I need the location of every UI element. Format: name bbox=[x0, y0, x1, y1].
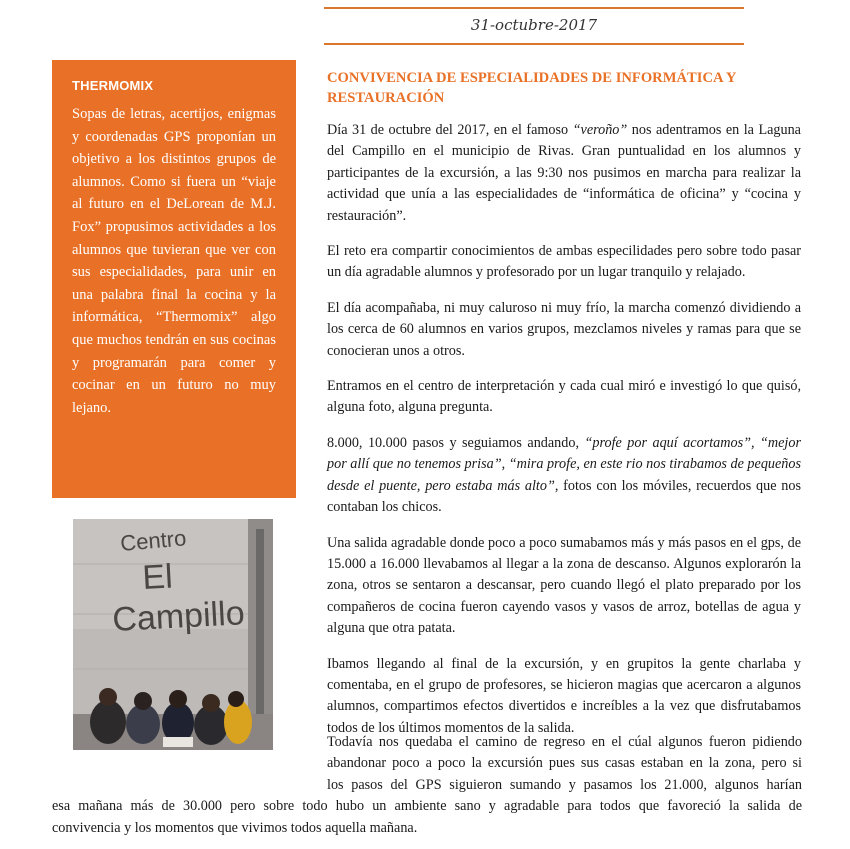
sign-text-campillo: Campillo bbox=[111, 594, 246, 639]
paragraph-8-line: Todavía nos quedaba el camino de regreso en el cúal algunos fueron pidiendo bbox=[327, 734, 802, 750]
sign-text-el: El bbox=[141, 557, 174, 597]
paragraph-1 bbox=[327, 120, 801, 227]
paragraph-3: El día acompañaba, ni muy caluroso ni muy frío, la marcha comenzó dividiendo a los cerca de 60 alumnos en varios grupos, mezclamos niveles y ramas para que se conocieran unos a otros. bbox=[327, 299, 801, 359]
paragraph-8-line: abandonar poco a poco la excursión pues sus casas estaban en la zona, pero si bbox=[327, 755, 802, 772]
paragraph-1-text-c: nos adentramos en la Laguna del Campillo en el municipio de Rivas. Gran puntualidad en los alumnos y participantes de la excursión, a las 9:30 nos pusimos en marcha para realizar la actividad que unía a las especialidades de “informática de oficina” y “cocina y restauración”. bbox=[327, 122, 801, 224]
paragraph-8 bbox=[52, 732, 802, 839]
paragraph-5-quote-1: “profe por aquí acortamos”, “mejor por allí que no tenemos prisa” bbox=[327, 434, 801, 473]
paragraph-7: Ibamos llegando al final de la excursión, y en grupitos la gente charlaba y comentaba, en el grupo de profesores, se hicieron magias que acercaron a algunos alumnos, compartimos efectos divertidos e increíbles a la vez que disfrutabamos todos de los últimos momentos de la salida. bbox=[327, 655, 801, 736]
paragraph-8-line: los pasos del GPS siguieron sumando y pasamos los 21.000, algunos harían bbox=[327, 776, 802, 793]
sidebar-title: THERMOMIX bbox=[72, 78, 154, 93]
paragraph-5 bbox=[327, 433, 801, 519]
paragraph-4: Entramos en el centro de interpretación y cada cual miró e investigó lo que quisó, alguna foto, alguna pregunta. bbox=[327, 378, 801, 416]
paragraph-8-line: convivencia y los momentos que vivimos todos aquella mañana. bbox=[52, 819, 418, 836]
paragraph-8-line: esa mañana más de 30.000 pero sobre todo hubo un ambiente sano y agradable para todos que favoreció la salida de bbox=[52, 798, 802, 815]
article-body bbox=[327, 120, 801, 753]
header-rule-top bbox=[324, 7, 744, 9]
sidebar-text: Sopas de letras, acertijos, enigmas y coordenadas GPS proponían un objetivo a los distintos grupos de alumnos. Como si fuera un “viaje al futuro en el DeLorean de M.J. Fox” propusimos actividades a los alumnos que tuvieran que ver con sus especialidades, para unir en una palabra final la cocina y la informática, “Thermomix” algo que muchos tendrán en sus cocinas y programarán para comer y cocinar en un futuro no muy lejano. bbox=[72, 106, 276, 416]
paragraph-5-text-a: 8.000, 10.000 pasos y seguiamos andando, bbox=[327, 434, 585, 451]
paragraph-2: El reto era compartir conocimientos de ambas especilidades pero sobre todo pasar un día agradable alumnos y profesorado por un lugar tranquilo y relajado. bbox=[327, 243, 801, 281]
group-photo bbox=[73, 519, 273, 750]
paragraph-5-text-c: , bbox=[501, 456, 509, 473]
article-headline: CONVIVENCIA DE ESPECIALIDADES DE INFORMÁTICA Y RESTAURACIÓN bbox=[327, 70, 736, 106]
issue-date: 31-octubre-2017 bbox=[470, 16, 598, 34]
paragraph-1-text-a: Día 31 de octubre del 2017, en el famoso bbox=[327, 122, 573, 138]
paragraph-5-text-e: , fotos con los móviles, recuerdos que nos contaban los chicos. bbox=[327, 477, 801, 516]
paragraph-6: Una salida agradable donde poco a poco sumabamos más y más pasos en el gps, de 15.000 a 16.000 llevabamos al llegar a la zona de descanso. Algunos explorarón la zona, otros se sentaron a descansar, pero cuando llegó el plato preparado por los compañeros de cocina fueron cayendo vasos y vasos de arroz, botellas de agua y alguna que otra patata. bbox=[327, 534, 801, 637]
header-rule-bottom bbox=[324, 43, 744, 45]
paragraph-1-italic: “veroño” bbox=[572, 122, 628, 138]
paragraph-5-quote-2: “mira profe, en este rio nos tirabamos de pequeños desde el puente, pero estaba más alto” bbox=[327, 456, 802, 494]
sidebar-box bbox=[52, 60, 296, 498]
sign-text-centro: Centro bbox=[119, 525, 188, 556]
